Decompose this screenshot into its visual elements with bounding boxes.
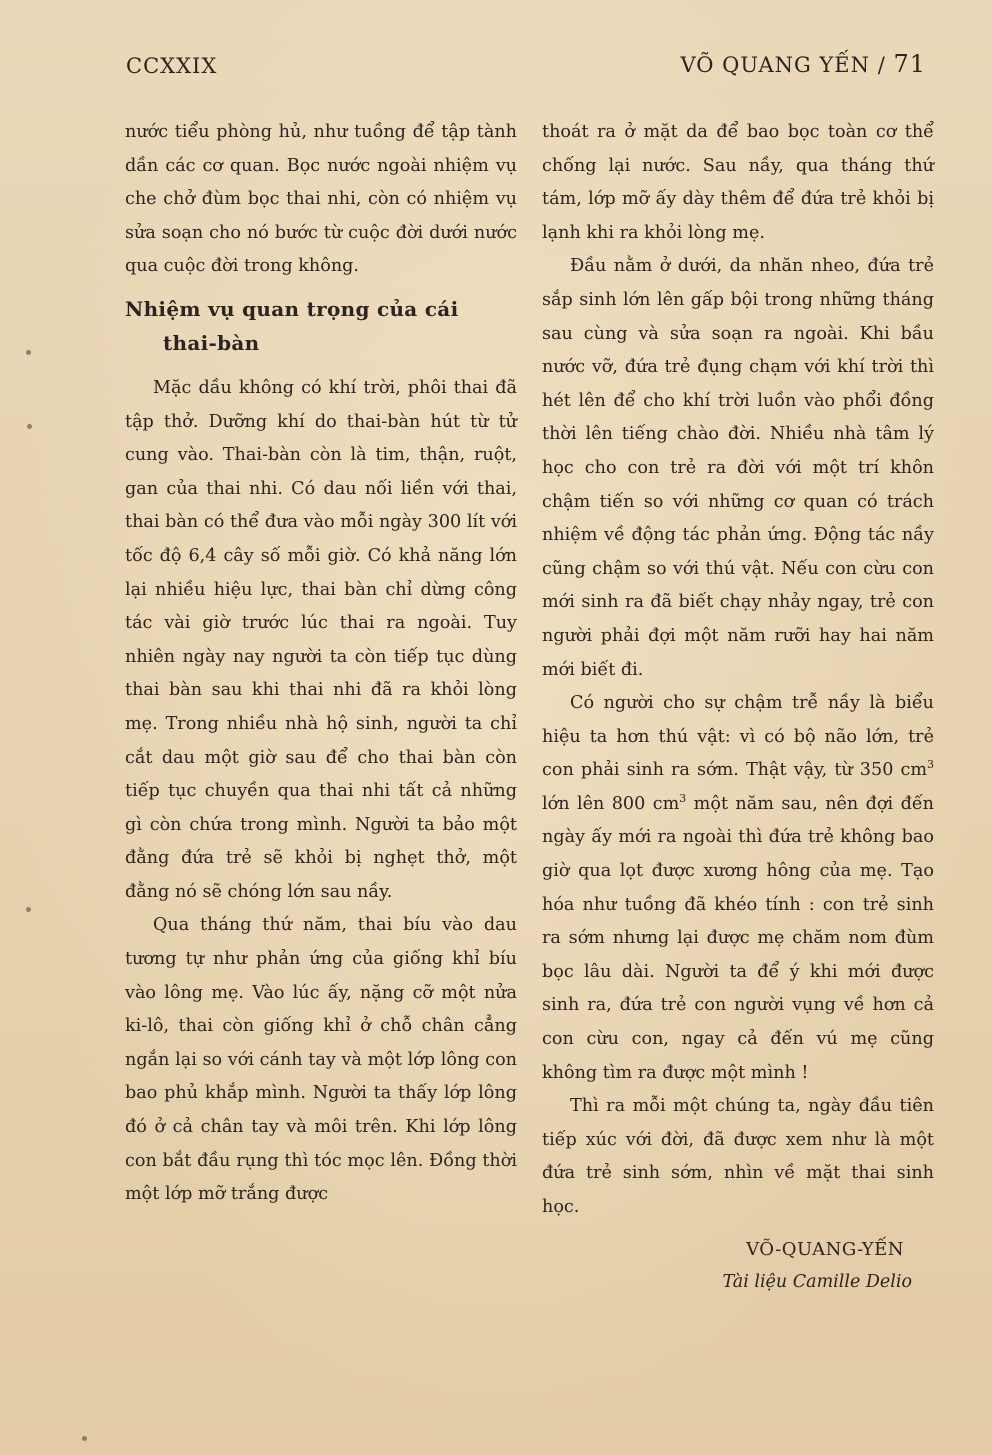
paragraph: Qua tháng thứ năm, thai bíu vào dau tương tự như phản ứng của giống khỉ bíu vào lông mẹ. Vào lúc ấy, nặng cỡ một nửa ki-lô, thai còn giống khỉ ở chỗ chân cẳng ngắn lại so với cánh tay và một lớp lông con bao phủ khắp mình. Người ta thấy lớp lông đó ở cả chân tay và môi trên. Khi lớp lông con bắt đầu rụng thì tóc mọc lên. Đồng thời một lớp mỡ trắng được: [125, 915, 517, 1205]
author-name: VÕ QUANG YẾN: [680, 53, 870, 77]
heading-line-1: Nhiệm vụ quan trọng của cái: [125, 296, 459, 321]
paragraph: Thì ra mỗi một chúng ta, ngày đầu tiên tiếp xúc với đời, đã được xem như là một đứa trẻ sinh sớm, nhìn về mặt thai sinh học.: [542, 1096, 934, 1217]
heading-line-2: thai-bàn: [163, 330, 260, 355]
page-number: 71: [893, 50, 926, 78]
author-signature: VÕ-QUANG-YẾN: [746, 1238, 904, 1260]
section-heading: [125, 292, 517, 360]
margin-speck: [82, 1436, 87, 1441]
running-header: [680, 50, 926, 78]
paragraph: Đầu nằm ở dưới, da nhăn nheo, đứa trẻ sắp sinh lớn lên gấp bội trong những tháng sau cùng và sửa soạn ra ngoài. Khi bầu nước vỡ, đứa trẻ đụng chạm với khí trời thì hét lên để cho khí trời luồn vào phổi đồng thời lên tiếng chào đời. Nhiều nhà tâm lý học cho con trẻ ra đời với một trí khôn chậm tiến so với những cơ quan có trách nhiệm về động tác phản ứng. Động tác nầy cũng chậm so với thú vật. Nếu con cừu con mới sinh ra đã biết chạy nhảy ngay, trẻ con người phải đợi một năm rưỡi hay hai năm mới biết đi.: [542, 256, 934, 680]
margin-speck: [27, 424, 32, 429]
superscript: 3: [927, 758, 934, 772]
paragraph-text: một năm sau, nên đợi đến ngày ấy mới ra ngoài thì đứa trẻ không bao giờ qua lọt được xương hông của mẹ. Tạo hóa như tuồng đã khéo tính : con trẻ sinh ra sớm nhưng lại được mẹ chăm nom đùm bọc lâu dài. Người ta để ý khi mới được sinh ra, đứa trẻ con người vụng về hơn cả con cừu con, ngay cả đến vú mẹ cũng không tìm ra được một mình !: [542, 793, 934, 1083]
paragraph: nước tiểu phòng hủ, như tuồng để tập tành dần các cơ quan. Bọc nước ngoài nhiệm vụ che chở đùm bọc thai nhi, còn có nhiệm vụ sửa soạn cho nó bước từ cuộc đời dưới nước qua cuộc đời trong không.: [125, 122, 517, 277]
left-column: [125, 116, 517, 1212]
source-credit: Tài liệu Camille Delio: [722, 1272, 912, 1293]
margin-speck: [26, 350, 31, 355]
header-separator: /: [877, 53, 886, 77]
paragraph: [542, 687, 934, 1090]
issue-number: CCXXIX: [126, 54, 218, 78]
paragraph-text: lớn lên 800 cm: [542, 793, 680, 814]
paragraph: Mặc dầu không có khí trời, phôi thai đã tập thở. Dưỡng khí do thai-bàn hút từ tử cung vào. Thai-bàn còn là tim, thận, ruột, gan của thai nhi. Có dau nối liền với thai, thai bàn có thể đưa vào mỗi ngày 300 lít với tốc độ 6,4 cây số mỗi giờ. Có khả năng lớn lại nhiều hiệu lực, thai bàn chỉ dừng công tác vài giờ trước lúc thai ra ngoài. Tuy nhiên ngày nay người ta còn tiếp tục dùng thai bàn sau khi thai nhi đã ra khỏi lòng mẹ. Trong nhiều nhà hộ sinh, người ta chỉ cắt dau một giờ sau để cho thai bàn còn tiếp tục chuyền qua thai nhi tất cả những gì còn chứa trong mình. Người ta bảo một đằng đứa trẻ sẽ khỏi bị nghẹt thở, một đằng nó sẽ chóng lớn sau nầy.: [125, 377, 517, 902]
right-column: [542, 116, 934, 1300]
margin-speck: [26, 907, 31, 912]
paragraph: thoát ra ở mặt da để bao bọc toàn cơ thể chống lại nước. Sau nầy, qua tháng thứ tám, lớp mỡ ấy dày thêm để đứa trẻ khỏi bị lạnh khi ra khỏi lòng mẹ.: [542, 122, 934, 243]
superscript: 3: [679, 792, 687, 806]
paragraph-text: Có người cho sự chậm trễ nầy là biểu hiệu ta hơn thú vật: vì có bộ não lớn, trẻ con phải sinh ra sớm. Thật vậy, từ 350 cm: [542, 693, 934, 781]
